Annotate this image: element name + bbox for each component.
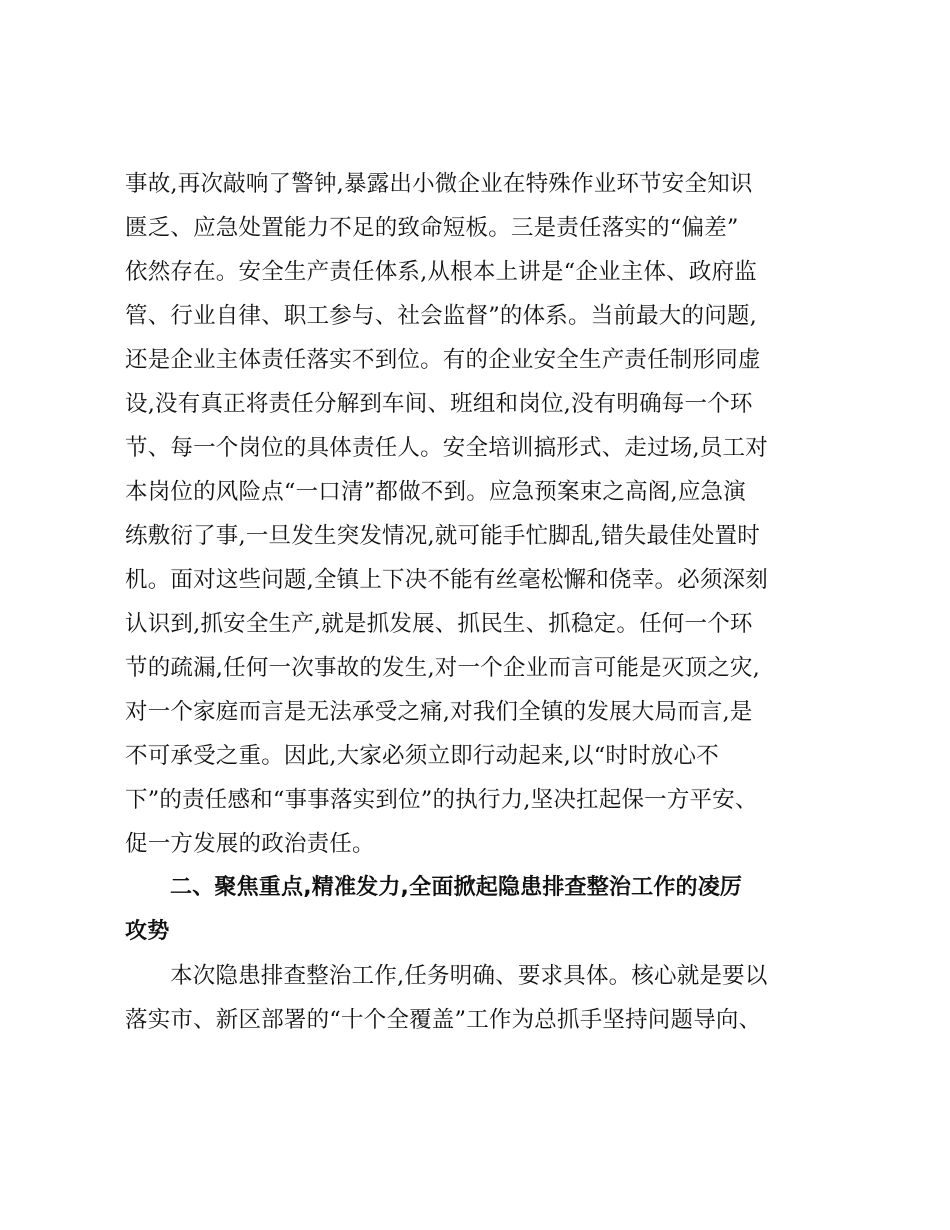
section-heading-continued: 攻势 xyxy=(125,919,170,944)
body-text-line: 不可承受之重。因此,大家必须立即行动起来,以“时时放心不 xyxy=(125,743,719,769)
body-text-line: 本岗位的风险点“一口清”都做不到。应急预案束之高阁,应急演 xyxy=(125,479,746,505)
body-text-line: 促一方发展的政治责任。 xyxy=(125,831,375,857)
body-text-line: 管、行业自律、职工参与、社会监督”的体系。当前最大的问题, xyxy=(125,303,757,329)
body-text-line: 匮乏、应急处置能力不足的致命短板。三是责任落实的“偏差” xyxy=(125,215,739,241)
paragraph-first-line: 本次隐患排查整治工作,任务明确、要求具体。核心就是要以 xyxy=(170,963,768,989)
body-text-line: 练敷衍了事,一旦发生突发情况,就可能手忙脚乱,错失最佳处置时 xyxy=(125,523,760,549)
body-text-line: 节的疏漏,任何一次事故的发生,对一个企业而言可能是灭顶之灾, xyxy=(125,655,760,681)
body-text-line: 落实市、新区部署的“十个全覆盖”工作为总抓手坚持问题导向、 xyxy=(125,1007,762,1033)
body-text-line: 还是企业主体责任落实不到位。有的企业安全生产责任制形同虚 xyxy=(125,347,761,373)
body-text-line: 认识到,抓安全生产,就是抓发展、抓民生、抓稳定。任何一个环 xyxy=(125,611,753,637)
body-text-line: 依然存在。安全生产责任体系,从根本上讲是“企业主体、政府监 xyxy=(125,259,757,285)
body-text-line: 下”的责任感和“事事落实到位”的执行力,坚决扛起保一方平安、 xyxy=(125,787,758,813)
body-text-line: 节、每一个岗位的具体责任人。安全培训搞形式、走过场,员工对 xyxy=(125,435,768,461)
section-heading: 二、聚焦重点,精准发力,全面掀起隐患排查整治工作的凌厉 xyxy=(170,875,743,900)
body-text-line: 设,没有真正将责任分解到车间、班组和岗位,没有明确每一个环 xyxy=(125,391,753,417)
body-text-line: 机。面对这些问题,全镇上下决不能有丝毫松懈和侥幸。必须深刻 xyxy=(125,567,768,593)
body-text-line: 对一个家庭而言是无法承受之痛,对我们全镇的发展大局而言,是 xyxy=(125,699,753,725)
body-text-line: 事故,再次敲响了警钟,暴露出小微企业在特殊作业环节安全知识 xyxy=(125,171,753,197)
